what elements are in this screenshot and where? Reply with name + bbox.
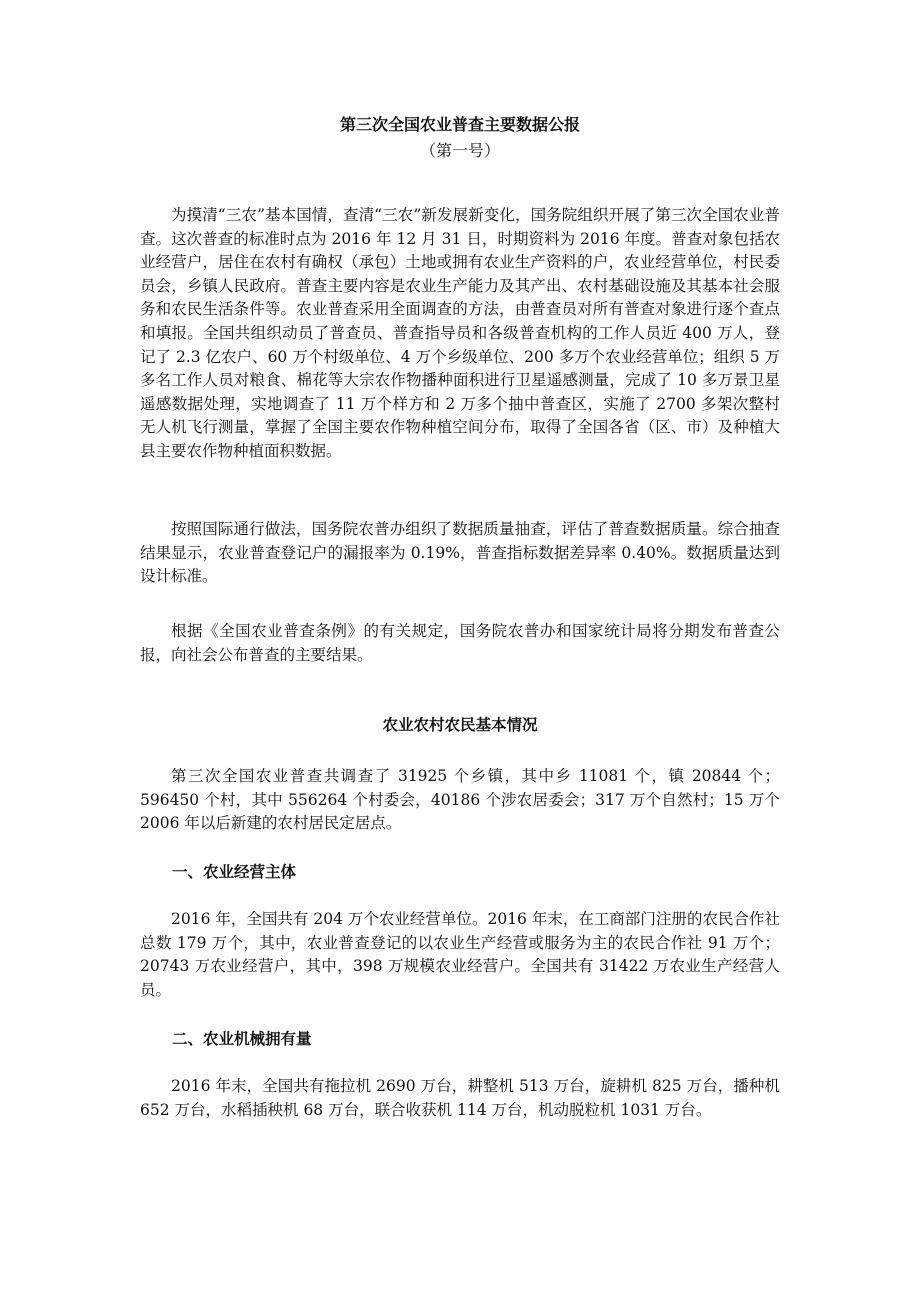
intro-paragraph-publication: 根据《全国农业普查条例》的有关规定，国务院农普办和国家统计局将分期发布普查公报，向社会公布普查的主要结果。 <box>140 622 780 664</box>
subsection-heading-agri-machinery: 二、农业机械拥有量 <box>172 1030 312 1048</box>
intro-paragraph-census-overview: 为摸清“三农”基本国情，查清“三农”新发展新变化，国务院组织开展了第三次全国农业普查。这次普查的标准时点为 2016 年 12 月 31 日，时期资料为 2016 年度。普查对象包括农业经营户，居住在农村有确权（承包）土地或拥有农业生产资料的户，农业经营单位，村民委员会，乡镇人民政府。普查主要内容是农业生产能力及其产出、农村基础设施及其基本社会服务和农民生活条件等。农业普查采用全面调查的方法，由普查员对所有普查对象进行逐个查点和填报。全国共组织动员了普查员、普查指导员和各级普查机构的工作人员近 400 万人，登记了 2.3 亿农户、60 万个村级单位、4 万个乡级单位、200 多万个农业经营单位；组织 5 万多名工作人员对粮食、棉花等大宗农作物播种面积进行卫星遥感测量，完成了 10 多万景卫星遥感数据处理，实地调查了 11 万个样方和 2 万多个抽中普查区，实施了 2700 多架次整村无人机飞行测量，掌握了全国主要农作物种植空间分布，取得了全国各省（区、市）及种植大县主要农作物种植面积数据。 <box>140 206 780 460</box>
section-paragraph-basic-situation: 第三次全国农业普查共调查了 31925 个乡镇，其中乡 11081 个，镇 20844 个；596450 个村，其中 556264 个村委会，40186 个涉农居委会；317 万个自然村；15 万个 2006 年以后新建的农村居民定居点。 <box>140 767 780 833</box>
subsection-heading-agri-entities: 一、农业经营主体 <box>172 863 297 881</box>
intro-paragraph-data-quality: 按照国际通行做法，国务院农普办组织了数据质量抽查，评估了普查数据质量。综合抽查结果显示，农业普查登记户的漏报率为 0.19%，普查指标数据差异率 0.40%。数据质量达到设计标准。 <box>140 520 780 586</box>
document-title: 第三次全国农业普查主要数据公报 <box>339 115 580 134</box>
subsection-paragraph-agri-entities: 2016 年，全国共有 204 万个农业经营单位。2016 年末，在工商部门注册的农民合作社总数 179 万个，其中，农业普查登记的以农业生产经营或服务为主的农民合作社 91 万个；20743 万农业经营户，其中，398 万规模农业经营户。全国共有 31422 万农业生产经营人员。 <box>140 910 780 999</box>
document-subtitle: （第一号） <box>419 141 500 160</box>
section-heading-basic-situation: 农业农村农民基本情况 <box>382 716 538 734</box>
subsection-paragraph-agri-machinery: 2016 年末，全国共有拖拉机 2690 万台，耕整机 513 万台，旋耕机 825 万台，播种机 652 万台，水稻插秧机 68 万台，联合收获机 114 万台，机动脱粒机 1031 万台。 <box>140 1077 780 1119</box>
